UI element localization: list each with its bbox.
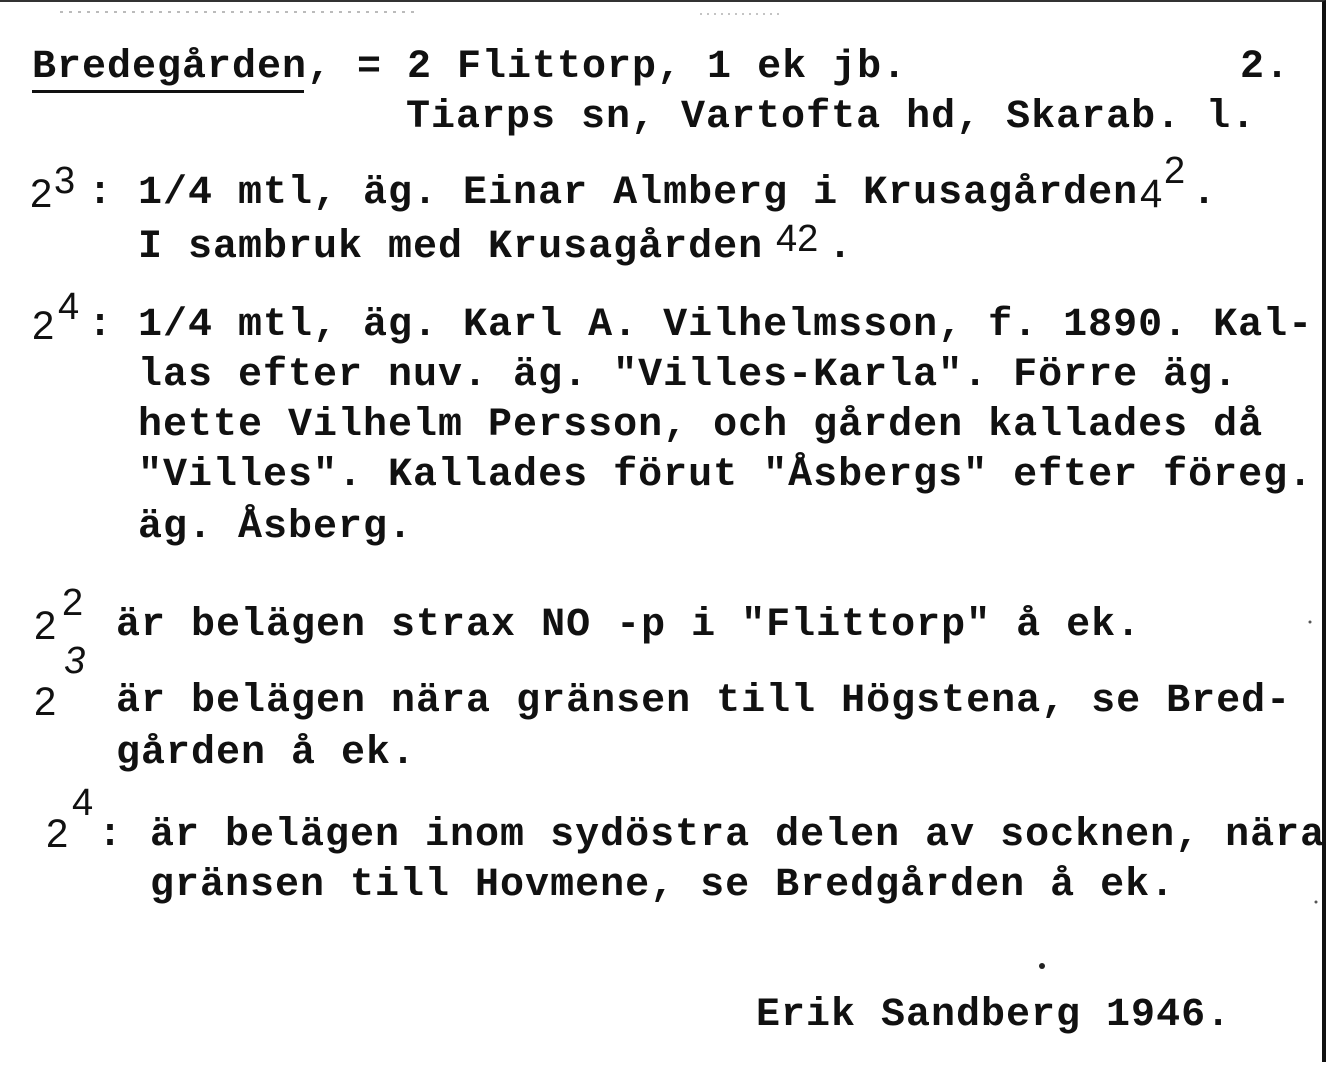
entry-2-sup: 4: [58, 286, 80, 328]
scan-specks: [0, 2, 1326, 1064]
note-2-line-2: gården å ek.: [116, 731, 417, 776]
entry-1-line-2-end: .: [828, 225, 854, 270]
entry-1-line-1-sup-base: 4: [1140, 172, 1163, 216]
entry-2-colon: :: [88, 303, 114, 348]
note-3-line-1: är belägen inom sydöstra delen av socknen, nära: [150, 813, 1326, 858]
note-3-base: 2: [46, 812, 69, 856]
entry-1-line-1-sup: 2: [1164, 150, 1186, 192]
entry-1-line-2: I sambruk med Krusagården: [138, 225, 764, 270]
note-1-line-1: är belägen strax NO -p i "Flittorp" å ek.: [116, 603, 1142, 648]
entry-1-line-1: 1/4 mtl, äg. Einar Almberg i Krusagården: [138, 171, 1139, 216]
header-property: = 2 Flittorp, 1 ek jb.: [332, 45, 908, 90]
note-3-colon: :: [98, 813, 124, 858]
signature: Erik Sandberg 1946.: [756, 993, 1232, 1038]
entry-1-base: 2: [30, 172, 53, 216]
note-2-base: 2: [34, 680, 57, 724]
entry-2-line-3: hette Vilhelm Persson, och gården kallades då: [138, 403, 1264, 448]
note-1-sup: 2: [62, 582, 84, 624]
card-number: 2.: [1240, 45, 1291, 90]
entry-2-line-1: 1/4 mtl, äg. Karl A. Vilhelmsson, f. 1890. Kal-: [138, 303, 1314, 348]
entry-2-line-2: las efter nuv. äg. "Villes-Karla". Förre äg.: [138, 353, 1239, 398]
note-1-base: 2: [34, 604, 57, 648]
entry-2-line-5: äg. Åsberg.: [138, 505, 414, 550]
note-2-line-1: är belägen nära gränsen till Högstena, se Bred-: [116, 679, 1292, 724]
entry-1-line-1-end: .: [1192, 171, 1218, 216]
note-3-sup: 4: [72, 782, 94, 824]
entry-1-sup: 3: [54, 160, 76, 202]
entry-2-line-4: "Villes". Kallades förut "Åsbergs" efter föreg.: [138, 453, 1314, 498]
entry-2-base: 2: [32, 304, 55, 348]
place-name: Bredegården,: [32, 45, 333, 90]
entry-1-line-2-sup: 42: [776, 218, 819, 260]
note-2-sup: 3: [64, 640, 86, 682]
note-3-line-2: gränsen till Hovmene, se Bredgården å ek.: [150, 863, 1176, 908]
header-location: Tiarps sn, Vartofta hd, Skarab. l.: [406, 95, 1257, 140]
entry-1-colon: :: [88, 171, 114, 216]
